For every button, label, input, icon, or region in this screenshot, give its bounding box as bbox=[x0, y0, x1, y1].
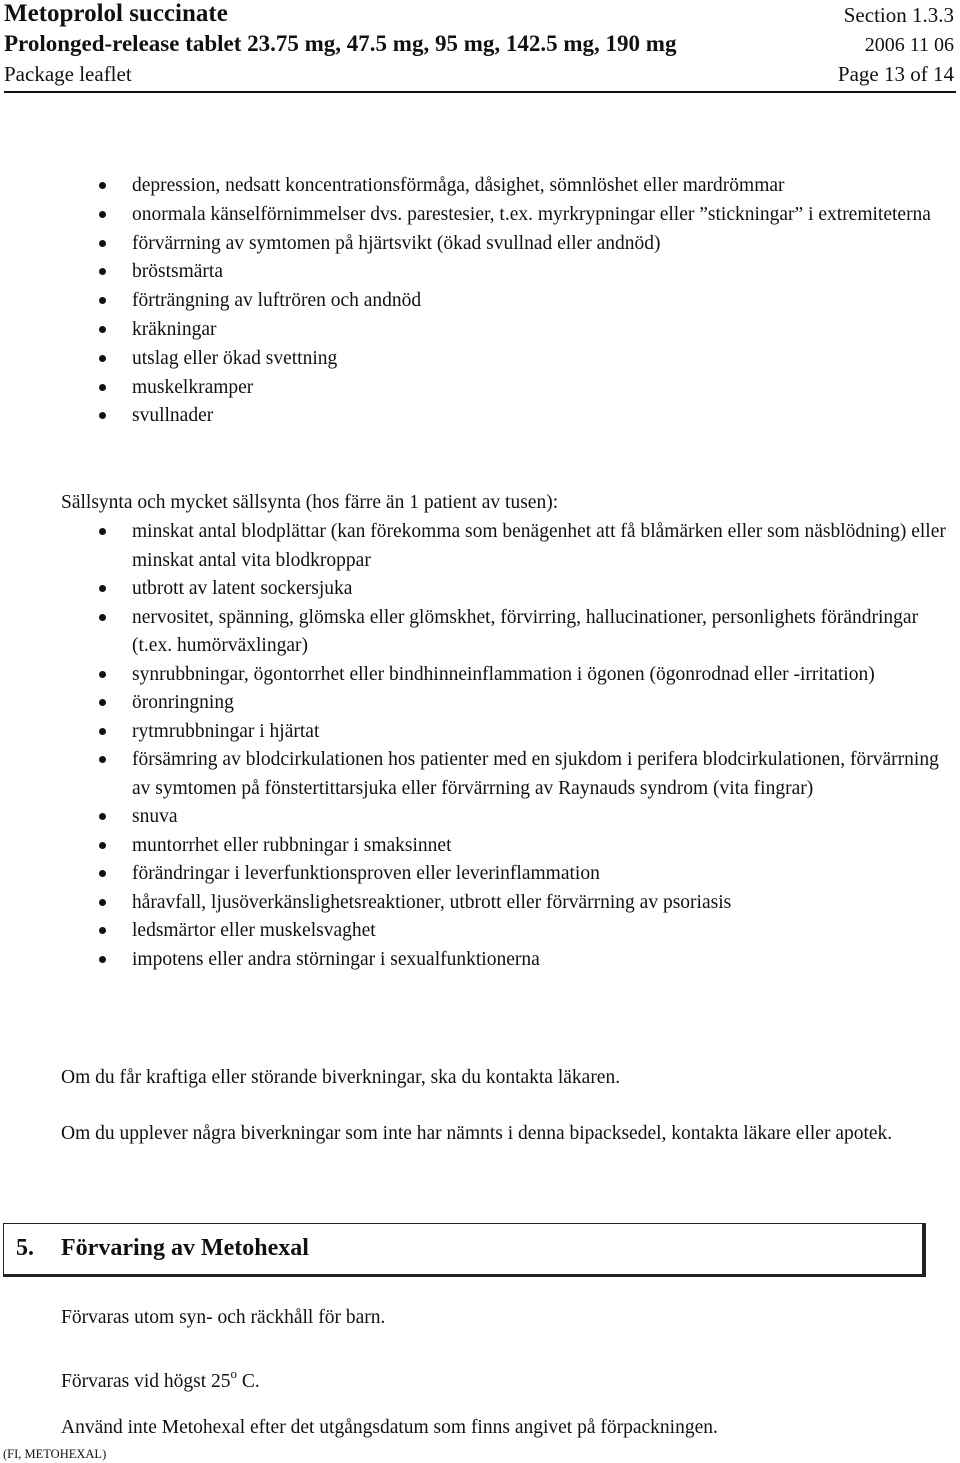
storage-instruction-children: Förvaras utom syn- och räckhåll för barn. bbox=[61, 1307, 386, 1328]
bullet-icon bbox=[99, 297, 106, 304]
list-item bbox=[132, 316, 957, 345]
list-item-text: förändringar i leverfunktionsproven eller leverinflammation bbox=[132, 863, 600, 884]
list-item bbox=[132, 230, 957, 259]
bullet-icon bbox=[99, 614, 106, 621]
bullet-icon bbox=[99, 384, 106, 391]
list-item bbox=[132, 172, 957, 201]
section-heading-box bbox=[3, 1223, 926, 1277]
side-effects-contact-note: Om du upplever några biverkningar som inte har nämnts i denna bipacksedel, kontakta läkare eller apotek. bbox=[61, 1123, 893, 1144]
bullet-icon bbox=[99, 699, 106, 706]
rare-side-effects-list bbox=[132, 518, 957, 974]
list-item-text: bröstsmärta bbox=[132, 261, 223, 283]
storage-temperature-text: Förvaras vid högst 25 bbox=[61, 1371, 231, 1392]
list-item-text: depression, nedsatt koncentrationsförmåga, dåsighet, sömnlöshet eller mardrömmar bbox=[132, 175, 785, 196]
list-item-text: muntorrhet eller rubbningar i smaksinnet bbox=[132, 834, 452, 856]
bullet-icon bbox=[99, 899, 106, 906]
rare-side-effects-heading: Sällsynta och mycket sällsynta (hos färre än 1 patient av tusen): bbox=[61, 492, 559, 513]
bullet-icon bbox=[99, 756, 106, 763]
list-item bbox=[132, 917, 957, 946]
common-side-effects-list bbox=[132, 172, 957, 431]
list-item bbox=[132, 832, 957, 861]
storage-instruction-temperature bbox=[61, 1360, 960, 1397]
bullet-icon bbox=[99, 412, 106, 419]
list-item bbox=[132, 689, 957, 718]
list-item-text: öronringning bbox=[132, 692, 234, 713]
list-item bbox=[132, 718, 957, 747]
section-heading-title: Förvaring av Metohexal bbox=[61, 1235, 309, 1261]
document-title: Metoprolol succinate bbox=[4, 0, 228, 27]
bullet-icon bbox=[99, 528, 106, 535]
list-item bbox=[132, 661, 957, 690]
list-item bbox=[132, 402, 957, 431]
bullet-icon bbox=[99, 355, 106, 362]
list-item-text: håravfall, ljusöverkänslighetsreaktioner, utbrott eller förvärrning av psoriasis bbox=[132, 891, 732, 913]
list-item-text: svullnader bbox=[132, 405, 214, 427]
bullet-icon bbox=[99, 268, 106, 275]
page-number: Page 13 of 14 bbox=[837, 62, 954, 86]
list-item bbox=[132, 604, 957, 661]
list-item bbox=[132, 946, 957, 975]
list-item bbox=[132, 374, 957, 403]
document-date: 2006 11 06 bbox=[864, 34, 954, 56]
list-item bbox=[132, 803, 957, 832]
side-effects-note: Om du får kraftiga eller störande biverkningar, ska du kontakta läkaren. bbox=[61, 1067, 621, 1088]
list-item bbox=[132, 345, 957, 374]
list-item-text: minskat antal blodplättar (kan förekomma som benägenhet att få blåmärken eller som näsblödning) eller minskat antal vita blodkroppar bbox=[132, 521, 946, 571]
storage-instruction-expiry: Använd inte Metohexal efter det utgångsdatum som finns angivet på förpackningen. bbox=[61, 1417, 718, 1438]
bullet-icon bbox=[99, 671, 106, 678]
list-item-text: onormala känselförnimmelser dvs. parestesier, t.ex. myrkrypningar eller ”stickningar” i extremiteterna bbox=[132, 203, 931, 225]
bullet-icon bbox=[99, 842, 106, 849]
section-number: Section 1.3.3 bbox=[843, 3, 954, 27]
bullet-icon bbox=[99, 182, 106, 189]
list-item bbox=[132, 575, 957, 604]
list-item bbox=[132, 746, 957, 803]
list-item-text: utbrott av latent sockersjuka bbox=[132, 578, 353, 599]
document-type: Package leaflet bbox=[4, 62, 132, 86]
bullet-icon bbox=[99, 870, 106, 877]
list-item-text: muskelkramper bbox=[132, 376, 254, 398]
bullet-icon bbox=[99, 927, 106, 934]
document-subtitle: Prolonged-release tablet 23.75 mg, 47.5 mg, 95 mg, 142.5 mg, 190 mg bbox=[4, 31, 677, 56]
list-item bbox=[132, 287, 957, 316]
list-item-text: impotens eller andra störningar i sexualfunktionerna bbox=[132, 948, 540, 970]
bullet-icon bbox=[99, 240, 106, 247]
bullet-icon bbox=[99, 813, 106, 820]
list-item-text: rytmrubbningar i hjärtat bbox=[132, 720, 320, 742]
list-item-text: synrubbningar, ögontorrhet eller bindhinneinflammation i ögonen (ögonrodnad eller -irritation) bbox=[132, 663, 875, 685]
storage-temperature-unit: C. bbox=[237, 1371, 260, 1392]
list-item-text: snuva bbox=[132, 806, 178, 827]
list-item-text: förträngning av luftrören och andnöd bbox=[132, 290, 422, 312]
list-item-text: ledsmärtor eller muskelsvaghet bbox=[132, 920, 376, 941]
list-item-text: försämring av blodcirkulationen hos patienter med en sjukdom i perifera blodcirkulationen, förvärrning av symtomen på fönstertittarsjuka eller förvärrning av Raynauds syndrom (vita fingrar) bbox=[132, 749, 939, 799]
page-header bbox=[4, 0, 954, 90]
bullet-icon bbox=[99, 728, 106, 735]
list-item-text: förvärrning av symtomen på hjärtsvikt (ökad svullnad eller andnöd) bbox=[132, 232, 661, 254]
list-item-text: utslag eller ökad svettning bbox=[132, 347, 338, 369]
list-item-text: nervositet, spänning, glömska eller glömskhet, förvirring, hallucinationer, personlighets förändringar (t.ex. humörväxlingar) bbox=[132, 606, 919, 656]
header-divider bbox=[4, 91, 956, 93]
list-item bbox=[132, 258, 957, 287]
degree-sign: o bbox=[230, 1366, 238, 1381]
list-item bbox=[132, 201, 957, 230]
section-heading-number: 5. bbox=[16, 1235, 34, 1261]
bullet-icon bbox=[99, 585, 106, 592]
list-item bbox=[132, 889, 957, 918]
list-item-text: kräkningar bbox=[132, 318, 217, 340]
list-item bbox=[132, 860, 957, 889]
bullet-icon bbox=[99, 211, 106, 218]
bullet-icon bbox=[99, 956, 106, 963]
list-item bbox=[132, 518, 957, 575]
bullet-icon bbox=[99, 326, 106, 333]
page-footer: (FI, METOHEXAL) bbox=[3, 1447, 107, 1461]
